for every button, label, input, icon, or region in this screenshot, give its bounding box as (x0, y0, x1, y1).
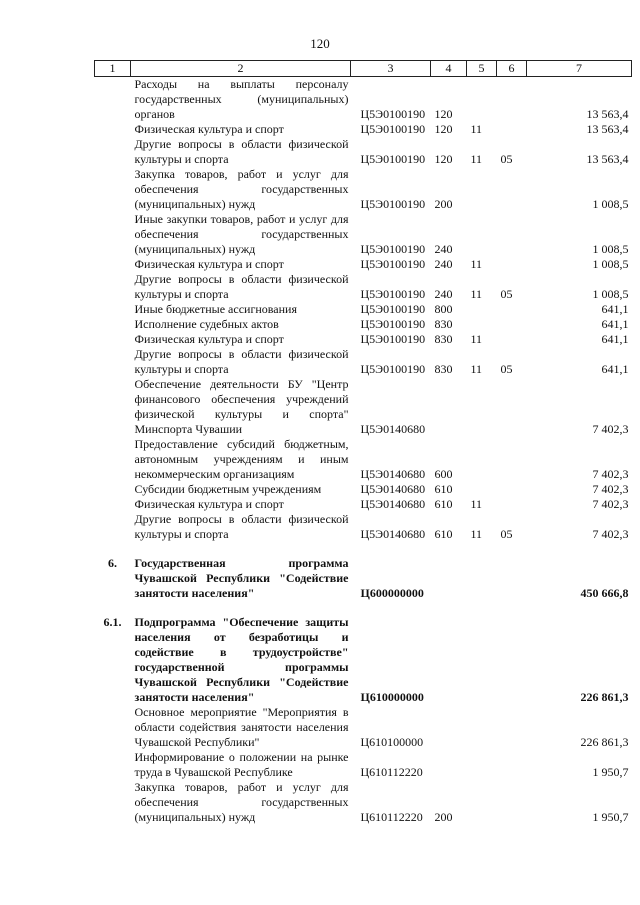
row-section: 11 (470, 527, 483, 541)
row-expense-type: 240 (434, 287, 453, 301)
row-section (467, 212, 497, 257)
row-subsection (497, 77, 527, 123)
row-subsection (497, 377, 527, 437)
row-section (467, 482, 497, 497)
row-amount: 1 008,5 (592, 242, 629, 256)
table-row (95, 780, 632, 825)
row-amount: 226 861,3 (580, 735, 629, 749)
row-section (467, 377, 497, 437)
row-expense-type (431, 377, 467, 437)
row-subsection (497, 302, 527, 317)
row-code: Ц5Э0100190 (360, 362, 426, 376)
row-code: Ц5Э0100190 (360, 287, 426, 301)
row-amount: 641,1 (601, 302, 629, 316)
row-subsection (497, 780, 527, 825)
row-amount: 7 402,3 (592, 497, 629, 511)
row-expense-type: 120 (434, 152, 453, 166)
row-number (95, 332, 131, 347)
row-expense-type: 240 (434, 257, 453, 271)
table-row (95, 332, 632, 347)
row-code: Ц610112220 (360, 810, 423, 824)
row-subsection (497, 556, 527, 601)
row-code: Ц5Э0140680 (360, 482, 426, 496)
row-expense-type (431, 556, 467, 601)
row-section: 11 (470, 287, 483, 301)
row-section (467, 556, 497, 601)
row-section (467, 317, 497, 332)
row-code: Ц5Э0100190 (360, 317, 426, 331)
row-name: Физическая культура и спорт (134, 332, 284, 346)
row-number: 6.1. (103, 615, 122, 629)
row-amount: 1 008,5 (592, 257, 629, 271)
row-amount: 641,1 (601, 332, 629, 346)
row-number (95, 377, 131, 437)
table-row (95, 705, 632, 750)
row-section (467, 167, 497, 212)
row-section (467, 780, 497, 825)
row-amount: 7 402,3 (592, 482, 629, 496)
row-expense-type: 830 (434, 332, 453, 346)
column-header: 6 (497, 61, 527, 77)
row-number (95, 780, 131, 825)
table-row (95, 377, 632, 437)
row-code: Ц610100000 (360, 735, 424, 749)
row-number (95, 302, 131, 317)
row-number (95, 137, 131, 167)
row-name: Иные бюджетные ассигнования (134, 302, 297, 316)
table-row (95, 302, 632, 317)
row-name: Расходы на выплаты персоналу государственных (муниципальных) органов (134, 77, 349, 121)
row-section: 11 (470, 497, 483, 511)
row-name: Физическая культура и спорт (134, 497, 284, 511)
table-row (95, 317, 632, 332)
row-amount: 13 563,4 (586, 122, 629, 136)
row-number (95, 77, 131, 123)
row-name: Исполнение судебных актов (134, 317, 279, 331)
row-name: Предоставление субсидий бюджетным, автономным учреждениям и иным некоммерческим организациям (134, 437, 349, 481)
row-name: Подпрограмма "Обеспечение защиты населения от безработицы и содействие в трудоустройстве" государственной программы Чувашской Республики "Содействие занятости населения" (134, 615, 349, 704)
row-code: Ц5Э0100190 (360, 302, 426, 316)
row-amount: 1 950,7 (592, 765, 629, 779)
row-number (95, 482, 131, 497)
row-section (467, 705, 497, 750)
row-subsection (497, 437, 527, 482)
column-header: 4 (431, 61, 467, 77)
row-expense-type: 610 (434, 527, 453, 541)
row-section: 11 (470, 362, 483, 376)
row-code: Ц5Э0140680 (360, 422, 426, 436)
row-expense-type: 830 (434, 317, 453, 331)
row-section: 11 (470, 257, 483, 271)
row-code: Ц5Э0100190 (360, 152, 426, 166)
row-subsection (497, 317, 527, 332)
row-amount: 13 563,4 (586, 152, 629, 166)
row-number (95, 122, 131, 137)
row-number (95, 705, 131, 750)
row-amount: 641,1 (601, 317, 629, 331)
row-name: Информирование о положении на рынке труда в Чувашской Республике (134, 750, 349, 779)
table-row (95, 615, 632, 705)
row-amount: 226 861,3 (580, 690, 629, 704)
row-code: Ц5Э0100190 (360, 122, 426, 136)
row-amount: 13 563,4 (586, 107, 629, 121)
table-row (95, 272, 632, 302)
row-subsection (497, 212, 527, 257)
row-name: Физическая культура и спорт (134, 257, 284, 271)
row-name: Другие вопросы в области физической культуры и спорта (134, 347, 349, 376)
row-subsection (497, 122, 527, 137)
row-code: Ц600000000 (360, 586, 424, 600)
row-subsection (497, 482, 527, 497)
row-number (95, 347, 131, 377)
table-body (95, 77, 632, 826)
row-number (95, 257, 131, 272)
spacer-row (95, 601, 632, 615)
row-subsection: 05 (500, 287, 513, 301)
row-amount: 7 402,3 (592, 467, 629, 481)
row-name: Иные закупки товаров, работ и услуг для обеспечения государственных (муниципальных) нужд (134, 212, 349, 256)
row-subsection (497, 257, 527, 272)
row-subsection (497, 497, 527, 512)
row-amount: 7 402,3 (592, 422, 629, 436)
row-code: Ц5Э0100190 (360, 242, 426, 256)
table-header (95, 61, 632, 77)
table-row (95, 497, 632, 512)
row-subsection (497, 705, 527, 750)
row-subsection (497, 332, 527, 347)
row-name: Обеспечение деятельности БУ "Центр финансового обеспечения учреждений физической культуры и спорта" Минспорта Чувашии (134, 377, 349, 436)
column-header: 1 (95, 61, 131, 77)
table-row (95, 437, 632, 482)
table-row (95, 482, 632, 497)
row-number (95, 167, 131, 212)
column-header: 2 (131, 61, 351, 77)
row-subsection: 05 (500, 152, 513, 166)
row-code: Ц5Э0140680 (360, 497, 426, 511)
column-header: 7 (527, 61, 632, 77)
table-row (95, 556, 632, 601)
row-expense-type: 610 (434, 497, 453, 511)
row-section (467, 615, 497, 705)
row-subsection (497, 167, 527, 212)
row-expense-type: 830 (434, 362, 453, 376)
row-subsection (497, 750, 527, 780)
row-expense-type: 200 (434, 810, 453, 824)
row-amount: 1 008,5 (592, 197, 629, 211)
row-number (95, 497, 131, 512)
row-name: Другие вопросы в области физической культуры и спорта (134, 137, 349, 166)
row-expense-type: 800 (434, 302, 453, 316)
row-name: Субсидии бюджетным учреждениям (134, 482, 322, 496)
row-section (467, 302, 497, 317)
row-number: 6. (108, 556, 117, 570)
row-code: Ц5Э0140680 (360, 527, 426, 541)
row-subsection (497, 615, 527, 705)
row-amount: 450 666,8 (580, 586, 629, 600)
row-amount: 1 950,7 (592, 810, 629, 824)
row-expense-type: 120 (434, 107, 453, 121)
column-header: 3 (351, 61, 431, 77)
row-code: Ц5Э0100190 (360, 107, 426, 121)
table-row (95, 347, 632, 377)
row-name: Другие вопросы в области физической культуры и спорта (134, 272, 349, 301)
row-expense-type (431, 615, 467, 705)
row-expense-type: 120 (434, 122, 453, 136)
column-header: 5 (467, 61, 497, 77)
row-code: Ц610000000 (360, 690, 424, 704)
row-name: Государственная программа Чувашской Республики "Содействие занятости населения" (134, 556, 349, 600)
row-number (95, 512, 131, 542)
row-code: Ц5Э0100190 (360, 257, 426, 271)
budget-table (94, 60, 632, 825)
row-name: Основное мероприятие "Мероприятия в области содействия занятости населения Чувашской Республики" (134, 705, 349, 749)
row-amount: 1 008,5 (592, 287, 629, 301)
table-row (95, 257, 632, 272)
row-expense-type: 240 (434, 242, 453, 256)
table-row (95, 137, 632, 167)
row-section (467, 437, 497, 482)
row-section (467, 77, 497, 123)
row-section: 11 (470, 152, 483, 166)
row-code: Ц5Э0100190 (360, 197, 426, 211)
table-row (95, 122, 632, 137)
row-expense-type (431, 750, 467, 780)
row-number (95, 317, 131, 332)
row-subsection: 05 (500, 527, 513, 541)
row-subsection: 05 (500, 362, 513, 376)
row-section: 11 (470, 332, 483, 346)
row-number (95, 750, 131, 780)
table-row (95, 212, 632, 257)
table-row (95, 512, 632, 542)
row-code: Ц5Э0100190 (360, 332, 426, 346)
row-number (95, 437, 131, 482)
row-section: 11 (470, 122, 483, 136)
row-code: Ц5Э0140680 (360, 467, 426, 481)
table-row (95, 750, 632, 780)
row-section (467, 750, 497, 780)
row-code: Ц610112220 (360, 765, 423, 779)
row-number (95, 212, 131, 257)
page-number: 120 (310, 36, 330, 51)
row-expense-type: 200 (434, 197, 453, 211)
row-name: Физическая культура и спорт (134, 122, 284, 136)
table-row (95, 167, 632, 212)
table-row (95, 77, 632, 123)
row-amount: 641,1 (601, 362, 629, 376)
row-name: Другие вопросы в области физической культуры и спорта (134, 512, 349, 541)
row-name: Закупка товаров, работ и услуг для обеспечения государственных (муниципальных) нужд (134, 167, 349, 211)
spacer-row (95, 542, 632, 556)
row-expense-type: 610 (434, 482, 453, 496)
row-expense-type: 600 (434, 467, 453, 481)
row-name: Закупка товаров, работ и услуг для обеспечения государственных (муниципальных) нужд (134, 780, 349, 824)
row-expense-type (431, 705, 467, 750)
row-amount: 7 402,3 (592, 527, 629, 541)
row-number (95, 272, 131, 302)
